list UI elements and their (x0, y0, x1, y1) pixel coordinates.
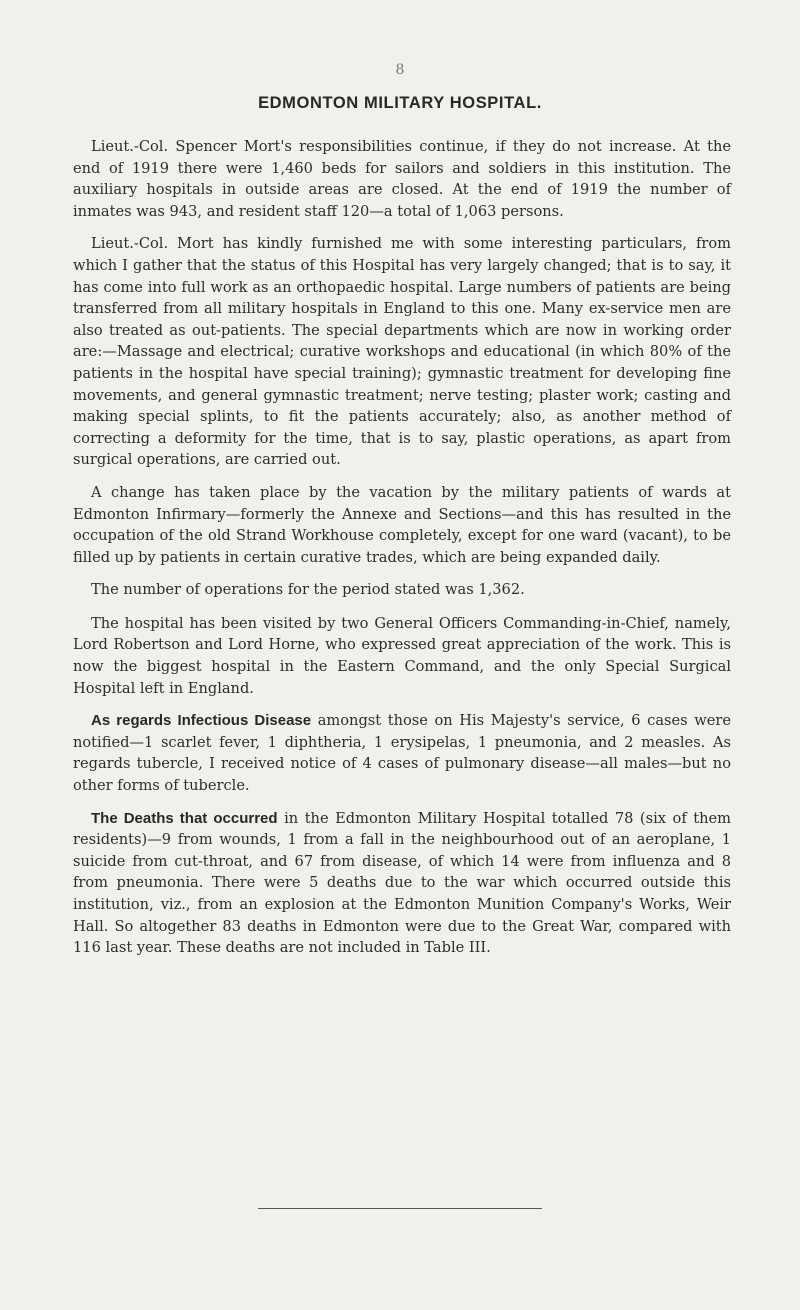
paragraph-special-departments: Lieut.-Col. Mort has kindly furnished me with some interesting particulars, from which I gather that the status of this Hospital has very largely changed; that is to say, it has come into full work as an orthopaedic hospital. Large numbers of patients are being transferred from all military hospitals in England to this one. Many ex-service men are also treated as out-patients. The special departments which are now in working order are:—Massage and electrical; curative workshops and educational (in which 80% of the patients in the hospital have special training); gymnastic treatment for developing fine movements, and general gymnastic treatment; nerve testing; plaster work; casting and making special splints, to fit the patients accurately; also, as another method of correcting a deformity for the time, that is to say, plastic operations, as apart from surgical operations, are carried out. (73, 235, 731, 469)
paragraph-ward-changes: A change has taken place by the vacation by the military patients of wards at Edmonton Infirmary—formerly the Annexe and Sections—and this has resulted in the occupation of the old Strand Workhouse completely, except for one ward (vacant), to be filled up by patients in certain curative trades, which are being expanded daily. (73, 483, 731, 566)
paragraph-infectious-disease-text: amongst those on His Majesty's service, 6 cases were notified—1 scarlet fever, 1 diphtheria, 1 erysipelas, 1 pneumonia, and 2 measles. As regards tubercle, I received notice of 4 cases of pulmonary disease—all males—but no other forms of tubercle. (73, 712, 731, 795)
body-text (73, 136, 731, 970)
paragraph-operations-count: The number of operations for the period stated was 1,362. (91, 581, 525, 599)
run-in-heading-infectious-disease: As regards Infectious Disease (91, 712, 312, 730)
closing-rule (258, 1208, 542, 1209)
paragraph-staff-and-beds: Lieut.-Col. Spencer Mort's responsibilities continue, if they do not increase. At the end of 1919 there were 1,460 beds for sailors and soldiers in this institution. The auxiliary hospitals in outside areas are closed. At the end of 1919 the number of inmates was 943, and resident staff 120—a total of 1,063 persons. (73, 138, 731, 220)
paragraph-infectious-disease (73, 710, 731, 796)
page-title: EDMONTON MILITARY HOSPITAL. (258, 94, 542, 112)
paragraph-deaths (73, 808, 731, 959)
page-number: 8 (395, 62, 405, 78)
paragraph-visit-of-officers: The hospital has been visited by two General Officers Commanding-in-Chief, namely, Lord Robertson and Lord Horne, who expressed great appreciation of the work. This is now the biggest hospital in the Eastern Command, and the only Special Surgical Hospital left in England. (73, 614, 731, 697)
paragraph-deaths-text: in the Edmonton Military Hospital totalled 78 (six of them residents)—9 from wounds, 1 from a fall in the neighbourhood out of an aeroplane, 1 suicide from cut-throat, and 67 from disease, of which 14 were from influenza and 8 from pneumonia. There were 5 deaths due to the war which occurred outside this institution, viz., from an explosion at the Edmonton Munition Company's Works, Weir Hall. So altogether 83 deaths in Edmonton were due to the Great War, compared with 116 last year. These deaths are not included in Table III. (73, 809, 731, 957)
run-in-heading-deaths: The Deaths that occurred (91, 809, 278, 827)
